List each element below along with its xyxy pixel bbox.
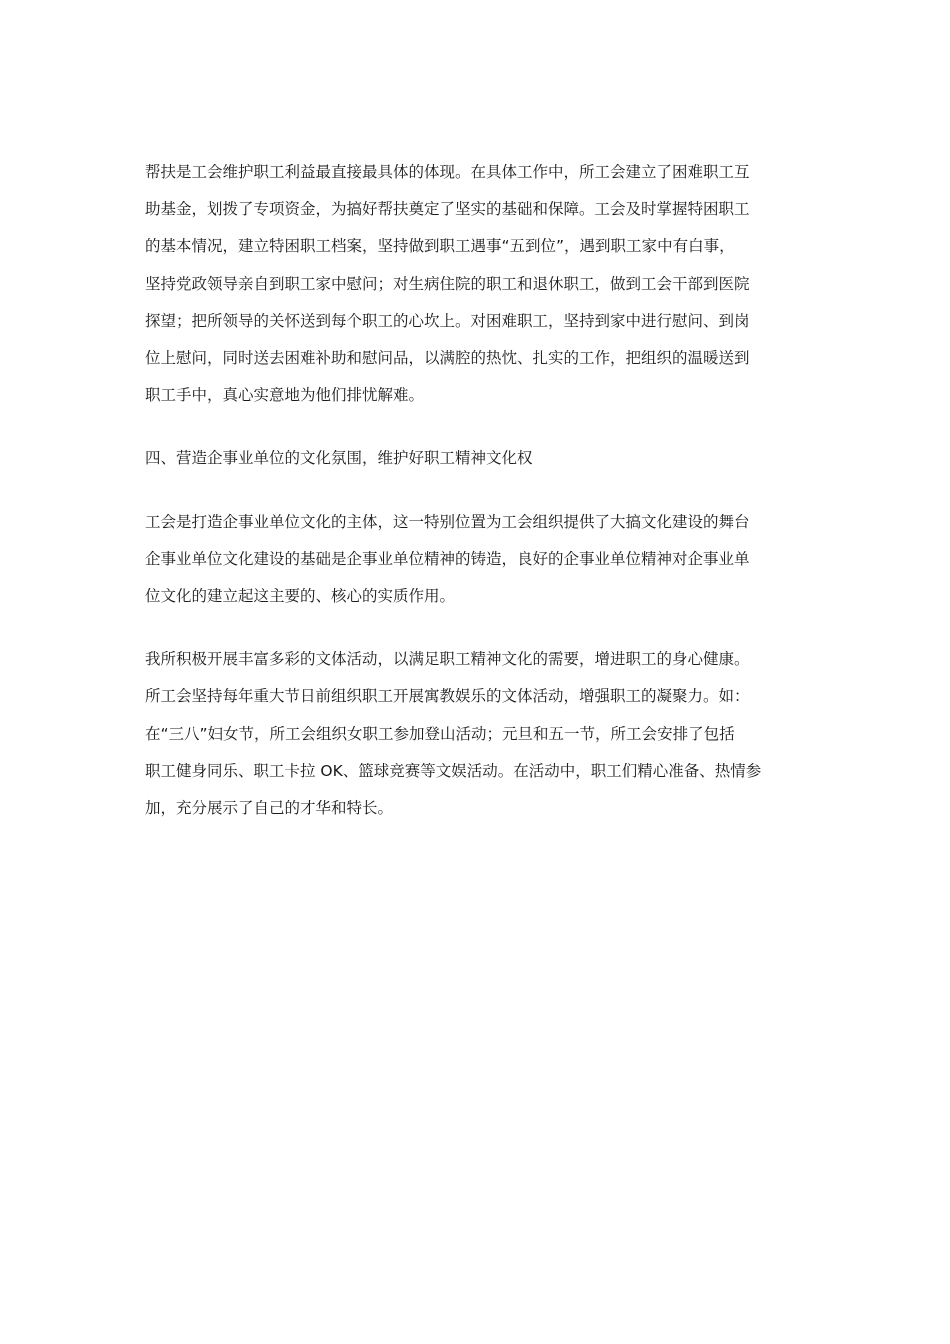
- text-line: 所工会坚持每年重大节日前组织职工开展寓教娱乐的文体活动，增强职工的凝聚力。如：: [145, 687, 750, 706]
- text-line: 加，充分展示了自己的才华和特长。: [145, 799, 394, 818]
- text-line: 的基本情况，建立特困职工档案，坚持做到职工遇事“五到位”，遇到职工家中有白事，: [145, 237, 735, 256]
- section-heading: [145, 440, 810, 477]
- text-line: 企事业单位文化建设的基础是企事业单位精神的铸造，良好的企事业单位精神对企事业单: [145, 549, 750, 568]
- paragraph-cultural-activities: [145, 641, 810, 827]
- text-line: 职工手中，真心实意地为他们排忧解难。: [145, 386, 425, 405]
- text-line: 位文化的建立起这主要的、核心的实质作用。: [145, 587, 456, 606]
- paragraph-support-work: [145, 154, 810, 414]
- text-line: 坚持党政领导亲自到职工家中慰问；对生病住院的职工和退休职工，做到工会干部到医院: [145, 274, 750, 293]
- text-line: 在“三八”妇女节，所工会组织女职工参加登山活动；元旦和五一节，所工会安排了包括: [145, 724, 735, 743]
- text-line: 探望；把所领导的关怀送到每个职工的心坎上。对困难职工，坚持到家中进行慰问、到岗: [145, 311, 750, 330]
- text-line: 工会是打造企事业单位文化的主体，这一特别位置为工会组织提供了大搞文化建设的舞台: [145, 512, 750, 531]
- text-line: 我所积极开展丰富多彩的文体活动，以满足职工精神文化的需要，增进职工的身心健康。: [145, 650, 750, 669]
- section-heading-text: 四、营造企事业单位的文化氛围，维护好职工精神文化权: [145, 449, 533, 468]
- text-line: 职工健身同乐、职工卡拉 OK、篮球竞赛等文娱活动。在活动中，职工们精心准备、热情参: [145, 761, 762, 780]
- paragraph-culture-subject: [145, 504, 810, 616]
- text-line: 助基金，划拨了专项资金，为搞好帮扶奠定了坚实的基础和保障。工会及时掌握特困职工: [145, 200, 750, 219]
- text-line: 帮扶是工会维护职工利益最直接最具体的体现。在具体工作中，所工会建立了困难职工互: [145, 163, 750, 181]
- document-body: [145, 154, 810, 853]
- text-line: 位上慰问，同时送去困难补助和慰问品，以满腔的热忱、扎实的工作，把组织的温暖送到: [145, 349, 750, 368]
